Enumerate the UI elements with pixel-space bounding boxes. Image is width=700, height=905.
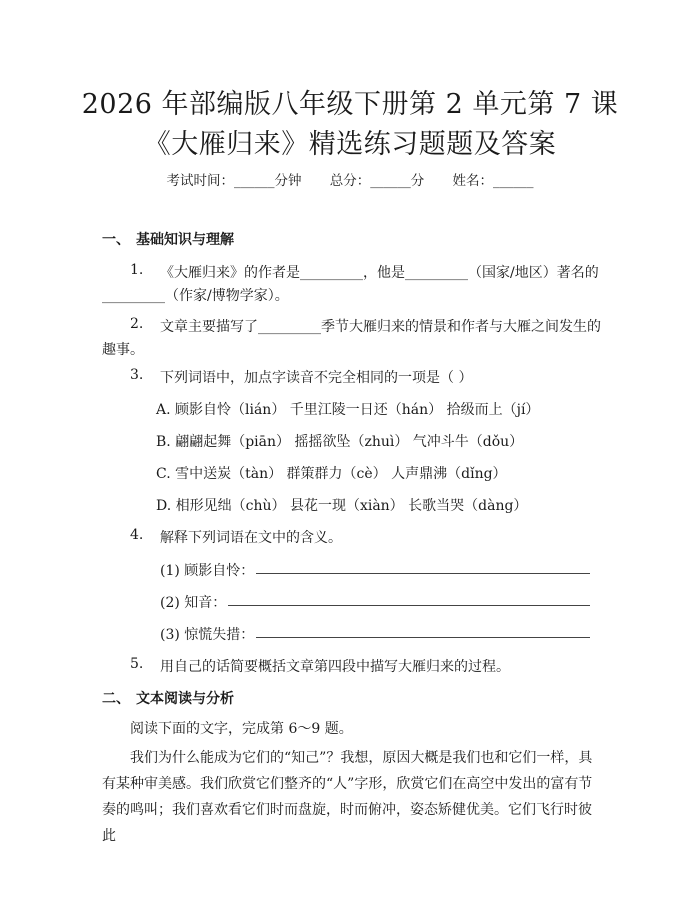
definition-item-3: (3) 惊慌失措：	[160, 627, 255, 643]
student-name-field: 姓名：______	[452, 173, 534, 189]
reading-instruction: 阅读下面的文字，完成第 6～9 题。	[130, 721, 353, 737]
question-number: 4.	[130, 527, 144, 543]
question-5-text: 用自己的话简要概括文章第四段中描写大雁归来的过程。	[160, 659, 510, 675]
definition-item-2: (2) 知音：	[160, 595, 227, 611]
question-number: 5.	[130, 656, 144, 672]
answer-line	[256, 573, 590, 574]
section-heading-2	[102, 688, 234, 708]
document-title-line1: 2026 年部编版八年级下册第 2 单元第 7 课	[81, 89, 619, 120]
answer-line	[228, 605, 590, 606]
section-heading-1	[102, 229, 234, 249]
question-1-line2: _________（作家/博物学家）。	[102, 288, 289, 304]
question-number: 3.	[130, 367, 144, 383]
option-c: C. 雪中送炭（tàn） 群策群力（cè） 人声鼎沸（dǐng）	[156, 466, 507, 482]
question-3-text: 下列词语中，加点字读音不完全相同的一项是（ ）	[160, 370, 473, 386]
answer-line	[256, 637, 590, 638]
total-score-field: 总分：______分	[329, 173, 425, 189]
reading-passage: 我们为什么能成为它们的“知己”？我想，原因大概是我们也和它们一样，具有某种审美感。我们欣赏它们整齐的“人”字形，欣赏它们在高空中发出的富有节奏的鸣叫；我们喜欢看它们时而盘旋，时而俯冲，姿态矫健优美。它们飞行时彼此	[102, 750, 593, 844]
question-1-line1: 《大雁归来》的作者是_________，他是_________（国家/地区）著名的	[160, 265, 599, 281]
section-number: 二、	[102, 691, 130, 707]
question-2-line1: 文章主要描写了_________季节大雁归来的情景和作者与大雁之间发生的	[160, 319, 601, 335]
option-d: D. 相形见绌（chù） 县花一现（xiàn） 长歌当哭（dàng）	[156, 498, 528, 514]
exam-info	[0, 169, 700, 189]
definition-item-1: (1) 顾影自怜：	[160, 563, 255, 579]
option-b: B. 翩翩起舞（piān） 摇摇欲坠（zhuì） 气冲斗牛（dǒu）	[156, 434, 524, 450]
question-4-text: 解释下列词语在文中的含义。	[160, 530, 342, 546]
section-title: 文本阅读与分析	[136, 691, 234, 707]
question-number: 2.	[130, 316, 144, 332]
question-2-line2: 趣事。	[102, 342, 144, 358]
section-number: 一、	[102, 232, 130, 248]
section-title: 基础知识与理解	[136, 232, 234, 248]
exam-time-field: 考试时间：______分钟	[166, 173, 302, 189]
document-title-line2: 《大雁归来》精选练习题题及答案	[143, 129, 557, 160]
option-a: A. 顾影自怜（lián） 千里江陵一日还（hán） 拾级而上（jí）	[156, 402, 540, 418]
question-number: 1.	[130, 262, 144, 278]
